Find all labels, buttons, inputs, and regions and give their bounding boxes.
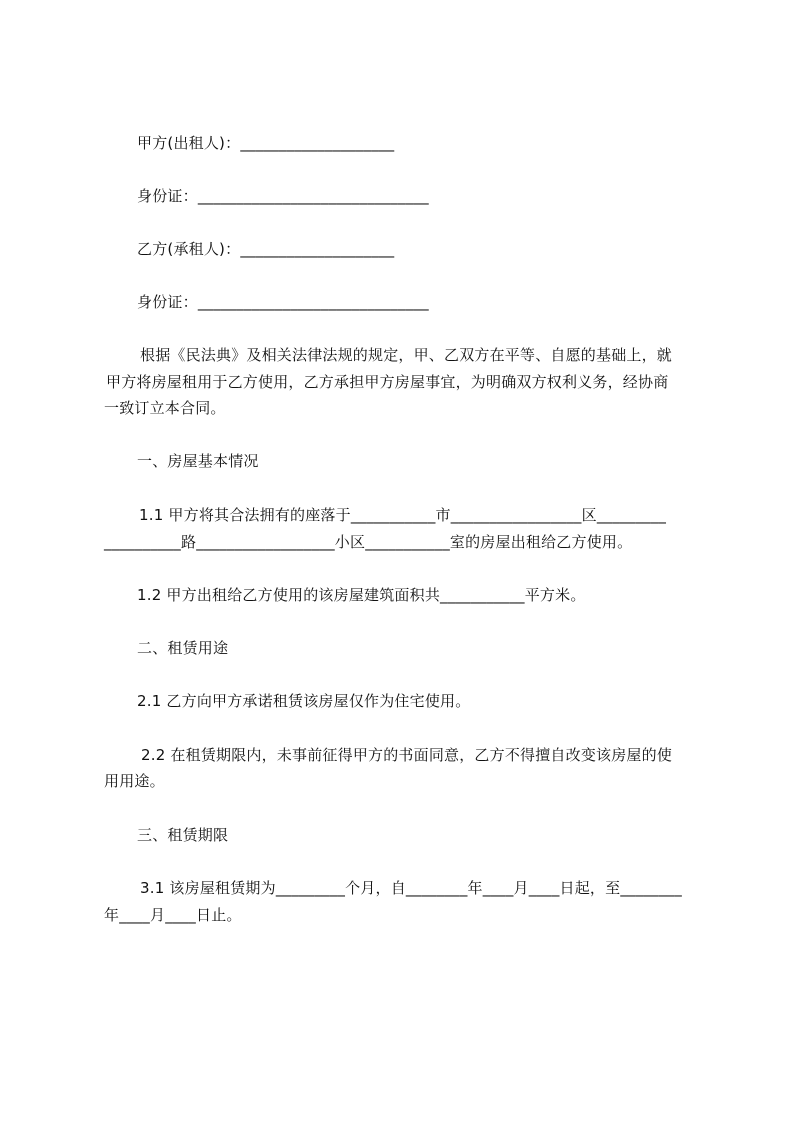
clause-2-2-line-1: 2.2 在租赁期限内，未事前征得甲方的书面同意，乙方不得擅自改变该房屋的使 <box>141 746 673 764</box>
clause-1-1-line-1: 1.1 甲方将其合法拥有的座落于___________市_________________区_________ <box>139 506 667 524</box>
section-1-heading: 一、房屋基本情况 <box>137 452 259 470</box>
clause-2-2-line-2: 用用途。 <box>104 772 165 790</box>
party-b-id-blank: ______________________________ <box>197 293 429 311</box>
preamble-line-1: 根据《民法典》及相关法律法规的规定，甲、乙双方在平等、自愿的基础上，就 <box>140 346 673 364</box>
clause-1-1-line-2: __________路__________________小区___________室的房屋出租给乙方使用。 <box>104 533 633 551</box>
clause-2-1: 2.1 乙方向甲方承诺租赁该房屋仅作为住宅使用。 <box>137 692 471 710</box>
party-a-blank: ____________________ <box>240 134 395 152</box>
clause-1-2: 1.2 甲方出租给乙方使用的该房屋建筑面积共___________平方米。 <box>137 586 586 604</box>
party-a-id-blank: ______________________________ <box>197 187 429 205</box>
party-a-id-line <box>137 186 429 206</box>
party-b-label: 乙方(承租人)： <box>137 240 241 258</box>
party-a-line <box>137 133 394 153</box>
clause-3-1-line-1: 3.1 该房屋租赁期为_________个月，自________年____月____日起，至________ <box>140 879 682 897</box>
preamble-line-3: 一致订立本合同。 <box>104 399 226 417</box>
section-3-heading: 三、租赁期限 <box>137 826 229 844</box>
clause-3-1-line-2: 年____月____日止。 <box>104 906 242 924</box>
section-2-heading: 二、租赁用途 <box>137 639 229 657</box>
party-b-id-label: 身份证： <box>137 293 198 311</box>
party-b-id-line <box>137 292 429 312</box>
party-b-line <box>137 239 394 259</box>
preamble-line-2: 甲方将房屋租用于乙方使用，乙方承担甲方房屋事宜，为明确双方权利义务，经协商 <box>106 373 669 391</box>
party-b-blank: ____________________ <box>240 240 395 258</box>
party-a-label: 甲方(出租人)： <box>137 134 241 152</box>
party-a-id-label: 身份证： <box>137 187 198 205</box>
